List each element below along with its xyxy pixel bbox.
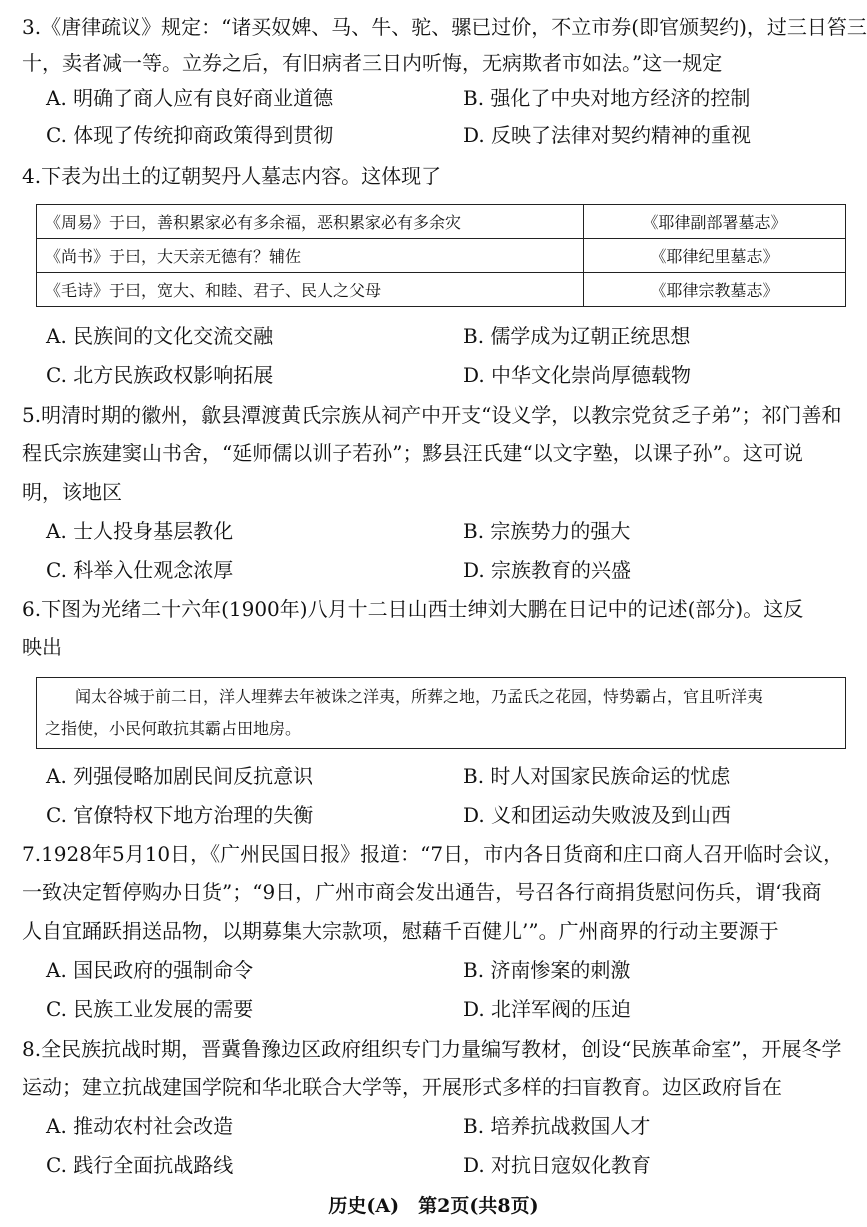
q4-option-b[interactable]: B. 儒学成为辽朝正统思想 <box>463 324 691 348</box>
table-row <box>37 205 846 239</box>
q5-option-b[interactable]: B. 宗族势力的强大 <box>463 519 631 543</box>
q6-stem-line-2: 映出 <box>22 635 62 659</box>
table-cell-source: 《耶律宗教墓志》 <box>584 273 846 307</box>
q8-option-c[interactable]: C. 践行全面抗战路线 <box>46 1153 234 1177</box>
table-cell-quote: 《周易》于曰，善积累家必有多余福，恶积累家必有多余灾 <box>37 205 584 239</box>
q6-diary-line-1: 闻太谷城于前二日，洋人埋葬去年被诛之洋夷，所葬之地，乃孟氏之花园，恃势霸占，官且听洋夷 <box>75 687 764 706</box>
q6-diary-excerpt-box <box>36 677 846 749</box>
table-cell-quote: 《尚书》于曰，大天亲无德有？辅佐 <box>37 239 584 273</box>
q7-option-a[interactable]: A. 国民政府的强制命令 <box>46 958 254 982</box>
q7-option-c[interactable]: C. 民族工业发展的需要 <box>46 997 254 1021</box>
q7-stem-line-3: 人自宜踊跃捐送品物，以期募集大宗款项，慰藉千百健儿’”。广州商界的行动主要源于 <box>22 919 779 943</box>
q8-option-b[interactable]: B. 培养抗战救国人才 <box>463 1114 651 1138</box>
q3-stem-line-2: 十，卖者减一等。立券之后，有旧病者三日内听悔，无病欺者市如法。”这一规定 <box>22 51 723 75</box>
q4-epitaph-table <box>36 204 846 307</box>
q7-stem-line-1: 7.1928年5月10日，《广州民国日报》报道：“7日，市内各日货商和庄口商人召开临时会议， <box>22 842 844 866</box>
q3-option-b[interactable]: B. 强化了中央对地方经济的控制 <box>463 86 751 110</box>
table-cell-quote: 《毛诗》于曰，宽大、和睦、君子、民人之父母 <box>37 273 584 307</box>
q7-option-d[interactable]: D. 北洋军阀的压迫 <box>463 997 632 1021</box>
table-cell-source: 《耶律副部署墓志》 <box>584 205 846 239</box>
q5-option-d[interactable]: D. 宗族教育的兴盛 <box>463 558 632 582</box>
q6-option-d[interactable]: D. 义和团运动失败波及到山西 <box>463 803 732 827</box>
q7-stem-line-2: 一致决定暂停购办日货”；“9日，广州市商会发出通告，号召各行商捐货慰问伤兵，谓‘我商 <box>22 880 822 904</box>
q8-stem-line-2: 运动；建立抗战建国学院和华北联合大学等，开展形式多样的扫盲教育。边区政府旨在 <box>22 1075 782 1099</box>
q6-option-a[interactable]: A. 列强侵略加剧民间反抗意识 <box>46 764 314 788</box>
table-row <box>37 273 846 307</box>
q8-option-a[interactable]: A. 推动农村社会改造 <box>46 1114 234 1138</box>
q7-option-b[interactable]: B. 济南惨案的刺激 <box>463 958 631 982</box>
table-cell-source: 《耶律纪里墓志》 <box>584 239 846 273</box>
q3-option-a[interactable]: A. 明确了商人应有良好商业道德 <box>46 86 334 110</box>
q4-option-d[interactable]: D. 中华文化崇尚厚德载物 <box>463 363 692 387</box>
q8-option-d[interactable]: D. 对抗日寇奴化教育 <box>463 1153 652 1177</box>
q3-option-c[interactable]: C. 体现了传统抑商政策得到贯彻 <box>46 123 334 147</box>
q5-stem-line-2: 程氏宗族建窦山书舍，“延师儒以训子若孙”；黟县汪氏建“以文字塾，以课子孙”。这可说 <box>22 441 803 465</box>
q6-option-c[interactable]: C. 官僚特权下地方治理的失衡 <box>46 803 314 827</box>
q5-option-c[interactable]: C. 科举入仕观念浓厚 <box>46 558 234 582</box>
q8-stem-line-1: 8.全民族抗战时期，晋冀鲁豫边区政府组织专门力量编写教材，创设“民族革命室”，开展冬学 <box>22 1037 842 1061</box>
q5-option-a[interactable]: A. 士人投身基层教化 <box>46 519 234 543</box>
q4-stem: 4.下表为出土的辽朝契丹人墓志内容。这体现了 <box>22 164 442 188</box>
q3-stem-line-1: 3.《唐律疏议》规定：“诸买奴婢、马、牛、驼、骡已过价，不立市券(即官颁契约)，过三日笞三 <box>22 15 867 39</box>
table-row <box>37 239 846 273</box>
q6-stem-line-1: 6.下图为光绪二十六年(1900年)八月十二日山西士绅刘大鹏在日记中的记述(部分)。这反 <box>22 597 804 621</box>
q4-option-a[interactable]: A. 民族间的文化交流交融 <box>46 324 274 348</box>
page-footer: 历史(A) 第2页(共8页) <box>328 1195 539 1217</box>
q5-stem-line-1: 5.明清时期的徽州，歙县潭渡黄氏宗族从祠产中开支“设义学，以教宗党贫乏子弟”；祁门善和 <box>22 403 842 427</box>
q3-option-d[interactable]: D. 反映了法律对契约精神的重视 <box>463 123 752 147</box>
q6-option-b[interactable]: B. 时人对国家民族命运的忧虑 <box>463 764 731 788</box>
q4-option-c[interactable]: C. 北方民族政权影响拓展 <box>46 363 274 387</box>
q6-diary-line-2: 之指使，小民何敢抗其霸占田地房。 <box>45 719 302 738</box>
q5-stem-line-3: 明，该地区 <box>22 480 122 504</box>
